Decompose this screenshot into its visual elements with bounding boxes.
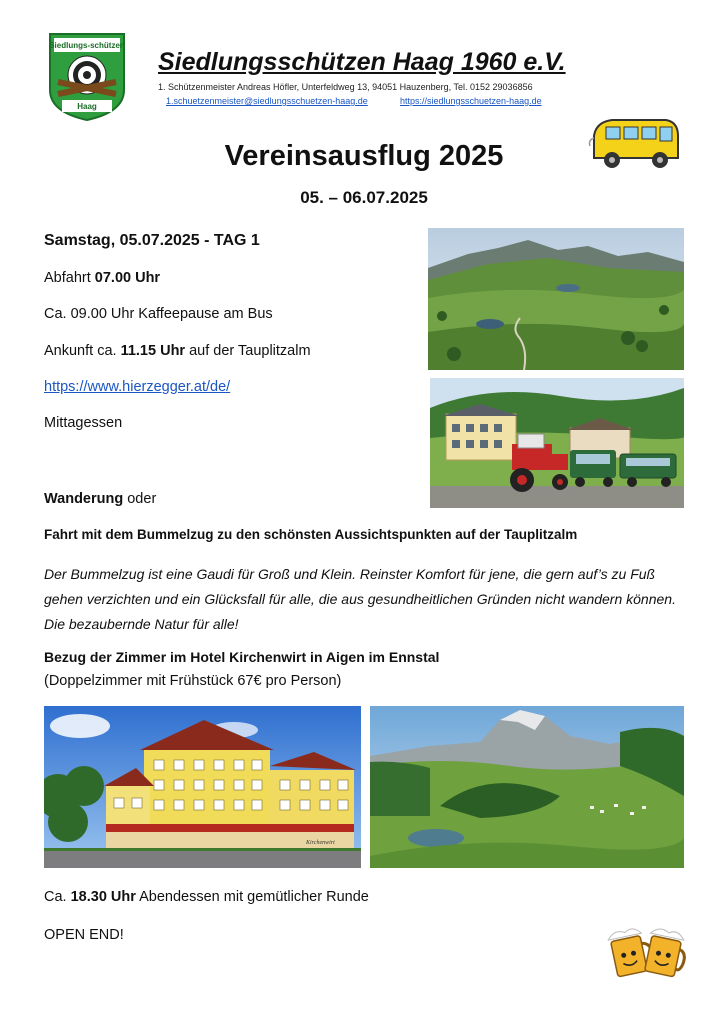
club-contact: 1. Schützenmeister Andreas Höfler, Unterfeldweg 13, 94051 Hauzenberg, Tel. 0152 29036856 [158, 82, 533, 92]
tauplitzalm-photo [428, 228, 684, 370]
club-email-link[interactable]: 1.schuetzenmeister@siedlungsschuetzen-haag.de [166, 96, 368, 106]
rooms-heading: Bezug der Zimmer im Hotel Kirchenwirt in Aigen im Ennstal [44, 649, 440, 665]
ennstal-valley-photo [370, 706, 684, 868]
departure-prefix: Abfahrt [44, 270, 95, 286]
lunch-line: Mittagessen [44, 415, 123, 431]
hike-line [44, 491, 156, 507]
dinner-line [44, 889, 369, 905]
dinner-suffix: Abendessen mit gemütlicher Runde [135, 889, 369, 905]
hierzegger-link[interactable]: https://www.hierzegger.at/de/ [44, 379, 231, 395]
open-end-line: OPEN END! [44, 927, 124, 943]
rooms-price: (Doppelzimmer mit Frühstück 67€ pro Person) [44, 673, 342, 689]
departure-time: 07.00 Uhr [94, 270, 161, 286]
dinner-time: 18.30 Uhr [70, 889, 136, 905]
arrival-prefix: Ankunft ca. [44, 343, 121, 359]
event-title: Vereinsausflug 2025 [224, 140, 504, 172]
hike-suffix: oder [123, 491, 157, 507]
train-description: Der Bummelzug ist eine Gaudi für Groß und Klein. Reinster Komfort für jene, die gern auf’s zu Fuß gehen verzichten und ein Glücksfall für alle, die aus gesundheitlichen Gründen nicht wandern können. Die bezaubernde Natur für alle! [44, 566, 676, 632]
logo-text-bottom: Haag [77, 102, 97, 111]
club-website-link[interactable]: https://siedlungsschuetzen-haag.de [400, 96, 542, 106]
arrival-suffix: auf der Tauplitzalm [185, 343, 311, 359]
logo-text-top: Siedlungs-schützen [49, 41, 125, 50]
club-logo [44, 28, 130, 122]
hotel-sign: Kirchenwirt [306, 840, 335, 846]
club-name: Siedlungsschützen Haag 1960 e.V. [158, 48, 566, 76]
event-dates: 05. – 06.07.2025 [300, 188, 428, 207]
target-logo-icon [44, 28, 130, 122]
train-ride-line: Fahrt mit dem Bummelzug zu den schönsten Aussichtspunkten auf der Tauplitzalm [44, 527, 578, 542]
day1-heading: Samstag, 05.07.2025 - TAG 1 [44, 232, 260, 249]
arrival-time: 11.15 Uhr [120, 343, 186, 359]
coffee-break-line: Ca. 09.00 Uhr Kaffeepause am Bus [44, 306, 273, 322]
arrival-line [44, 343, 311, 359]
beer-mugs-icon [606, 922, 686, 980]
dinner-prefix: Ca. [44, 889, 71, 905]
departure-line [44, 270, 160, 286]
hike-label: Wanderung [44, 491, 124, 507]
hotel-kirchenwirt-photo [44, 706, 361, 868]
bummelzug-photo [430, 378, 684, 508]
